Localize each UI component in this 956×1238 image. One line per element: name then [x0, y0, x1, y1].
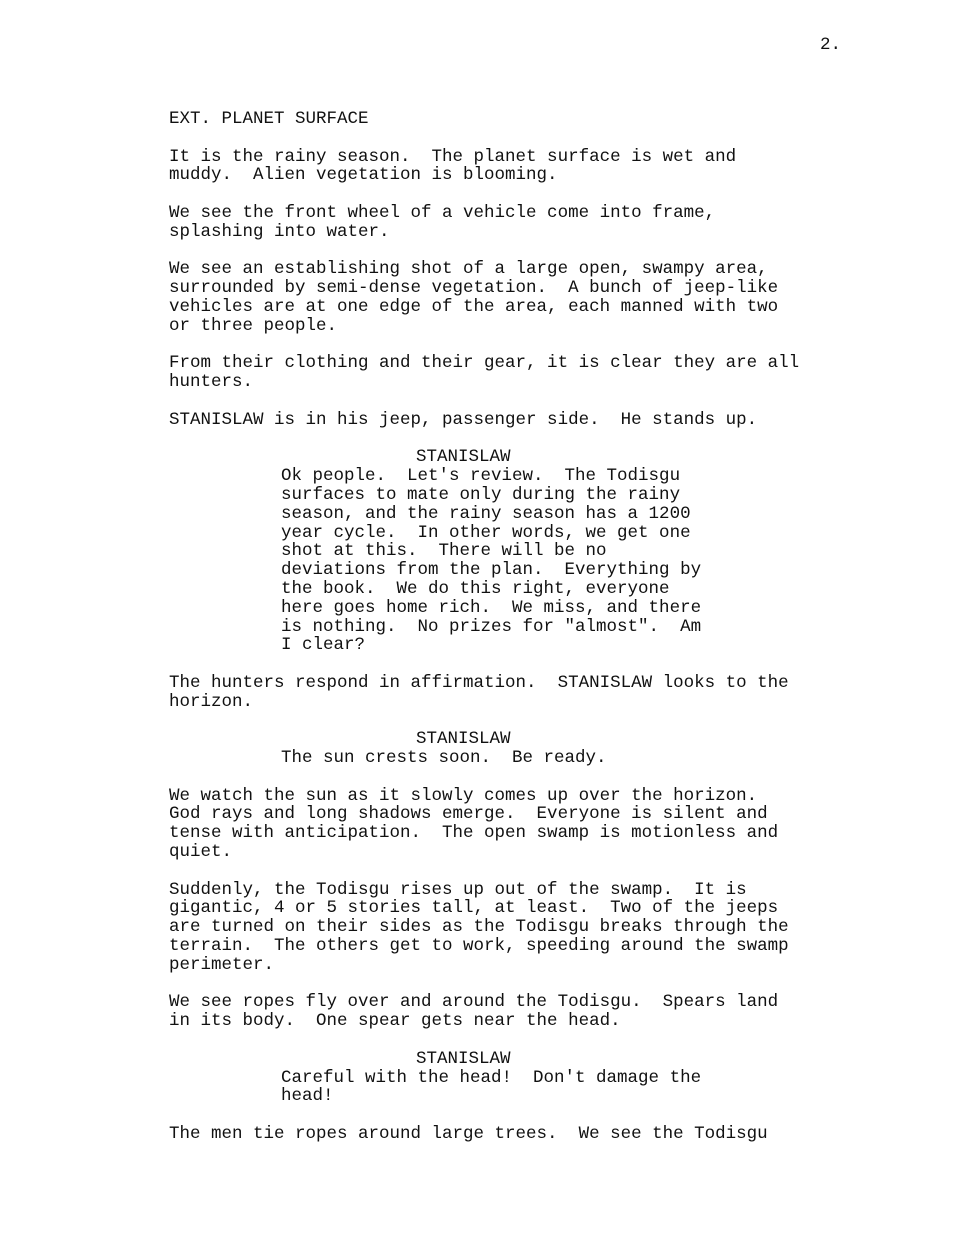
action-line: We see ropes fly over and around the Todisgu. Spears land [169, 992, 779, 1013]
action-line: in its body. One spear gets near the head. [169, 1011, 621, 1032]
action-block [169, 411, 869, 430]
action-block [169, 993, 869, 1031]
block-spacer [169, 336, 869, 355]
dialogue-block [169, 730, 869, 768]
action-block [169, 260, 869, 335]
action-line: surrounded by semi-dense vegetation. A bunch of jeep-like [169, 278, 779, 299]
dialogue-line: deviations from the plan. Everything by [281, 560, 702, 581]
scene-heading-text: EXT. PLANET SURFACE [169, 109, 369, 129]
action-line: STANISLAW is in his jeep, passenger side. He stands up. [169, 409, 758, 430]
action-line: hunters. [169, 372, 254, 393]
block-spacer [169, 392, 869, 411]
character-name: STANISLAW [416, 729, 511, 750]
block-spacer [169, 655, 869, 674]
scene-heading [169, 110, 869, 129]
action-line: terrain. The others get to work, speeding around the swamp [169, 936, 789, 957]
script-body [169, 110, 869, 1144]
action-line: splashing into water. [169, 221, 390, 242]
action-block [169, 881, 869, 975]
dialogue-line: I clear? [281, 635, 366, 656]
character-name: STANISLAW [416, 447, 511, 468]
action-line: We see an establishing shot of a large open, swampy area, [169, 259, 768, 280]
block-spacer [169, 185, 869, 204]
action-line: We watch the sun as it slowly comes up over the horizon. [169, 785, 758, 806]
dialogue-line: year cycle. In other words, we get one [281, 522, 691, 543]
dialogue-line: is nothing. No prizes for "almost". Am [281, 616, 702, 637]
action-block [169, 148, 869, 186]
dialogue-line: the book. We do this right, everyone [281, 578, 670, 599]
block-spacer [169, 712, 869, 731]
action-block [169, 674, 869, 712]
dialogue-line: here goes home rich. We miss, and there [281, 597, 702, 618]
action-line: We see the front wheel of a vehicle come into frame, [169, 202, 716, 223]
dialogue-block [169, 448, 869, 655]
dialogue-line: Ok people. Let's review. The Todisgu [281, 466, 681, 487]
character-name: STANISLAW [416, 1048, 511, 1069]
action-line: The hunters respond in affirmation. STANISLAW looks to the [169, 672, 789, 693]
action-line: muddy. Alien vegetation is blooming. [169, 165, 558, 186]
dialogue-line: season, and the rainy season has a 1200 [281, 503, 691, 524]
action-block [169, 787, 869, 862]
action-block [169, 354, 869, 392]
action-block [169, 1125, 869, 1144]
action-line: quiet. [169, 842, 233, 863]
dialogue-line: head! [281, 1086, 334, 1107]
action-line: or three people. [169, 315, 338, 336]
block-spacer [169, 975, 869, 994]
action-line: horizon. [169, 691, 254, 712]
block-spacer [169, 1031, 869, 1050]
dialogue-line: The sun crests soon. Be ready. [281, 748, 607, 769]
dialogue-line: surfaces to mate only during the rainy [281, 484, 681, 505]
action-line: are turned on their sides as the Todisgu breaks through the [169, 917, 789, 938]
block-spacer [169, 1106, 869, 1125]
dialogue-line: shot at this. There will be no [281, 541, 607, 562]
action-line: perimeter. [169, 954, 275, 975]
action-line: It is the rainy season. The planet surface is wet and [169, 146, 737, 167]
dialogue-block [169, 1050, 869, 1106]
block-spacer [169, 862, 869, 881]
block-spacer [169, 430, 869, 449]
action-line: tense with anticipation. The open swamp is motionless and [169, 823, 779, 844]
action-line: The men tie ropes around large trees. We see the Todisgu [169, 1124, 768, 1145]
action-line: From their clothing and their gear, it is clear they are all [169, 353, 800, 374]
block-spacer [169, 129, 869, 148]
block-spacer [169, 242, 869, 261]
action-line: vehicles are at one edge of the area, each manned with two [169, 296, 779, 317]
action-line: Suddenly, the Todisgu rises up out of the swamp. It is [169, 879, 747, 900]
dialogue-line: Careful with the head! Don't damage the [281, 1067, 702, 1088]
action-line: gigantic, 4 or 5 stories tall, at least. Two of the jeeps [169, 898, 779, 919]
action-line: God rays and long shadows emerge. Everyone is silent and [169, 804, 768, 825]
block-spacer [169, 768, 869, 787]
action-block [169, 204, 869, 242]
page-number: 2. [820, 35, 842, 55]
